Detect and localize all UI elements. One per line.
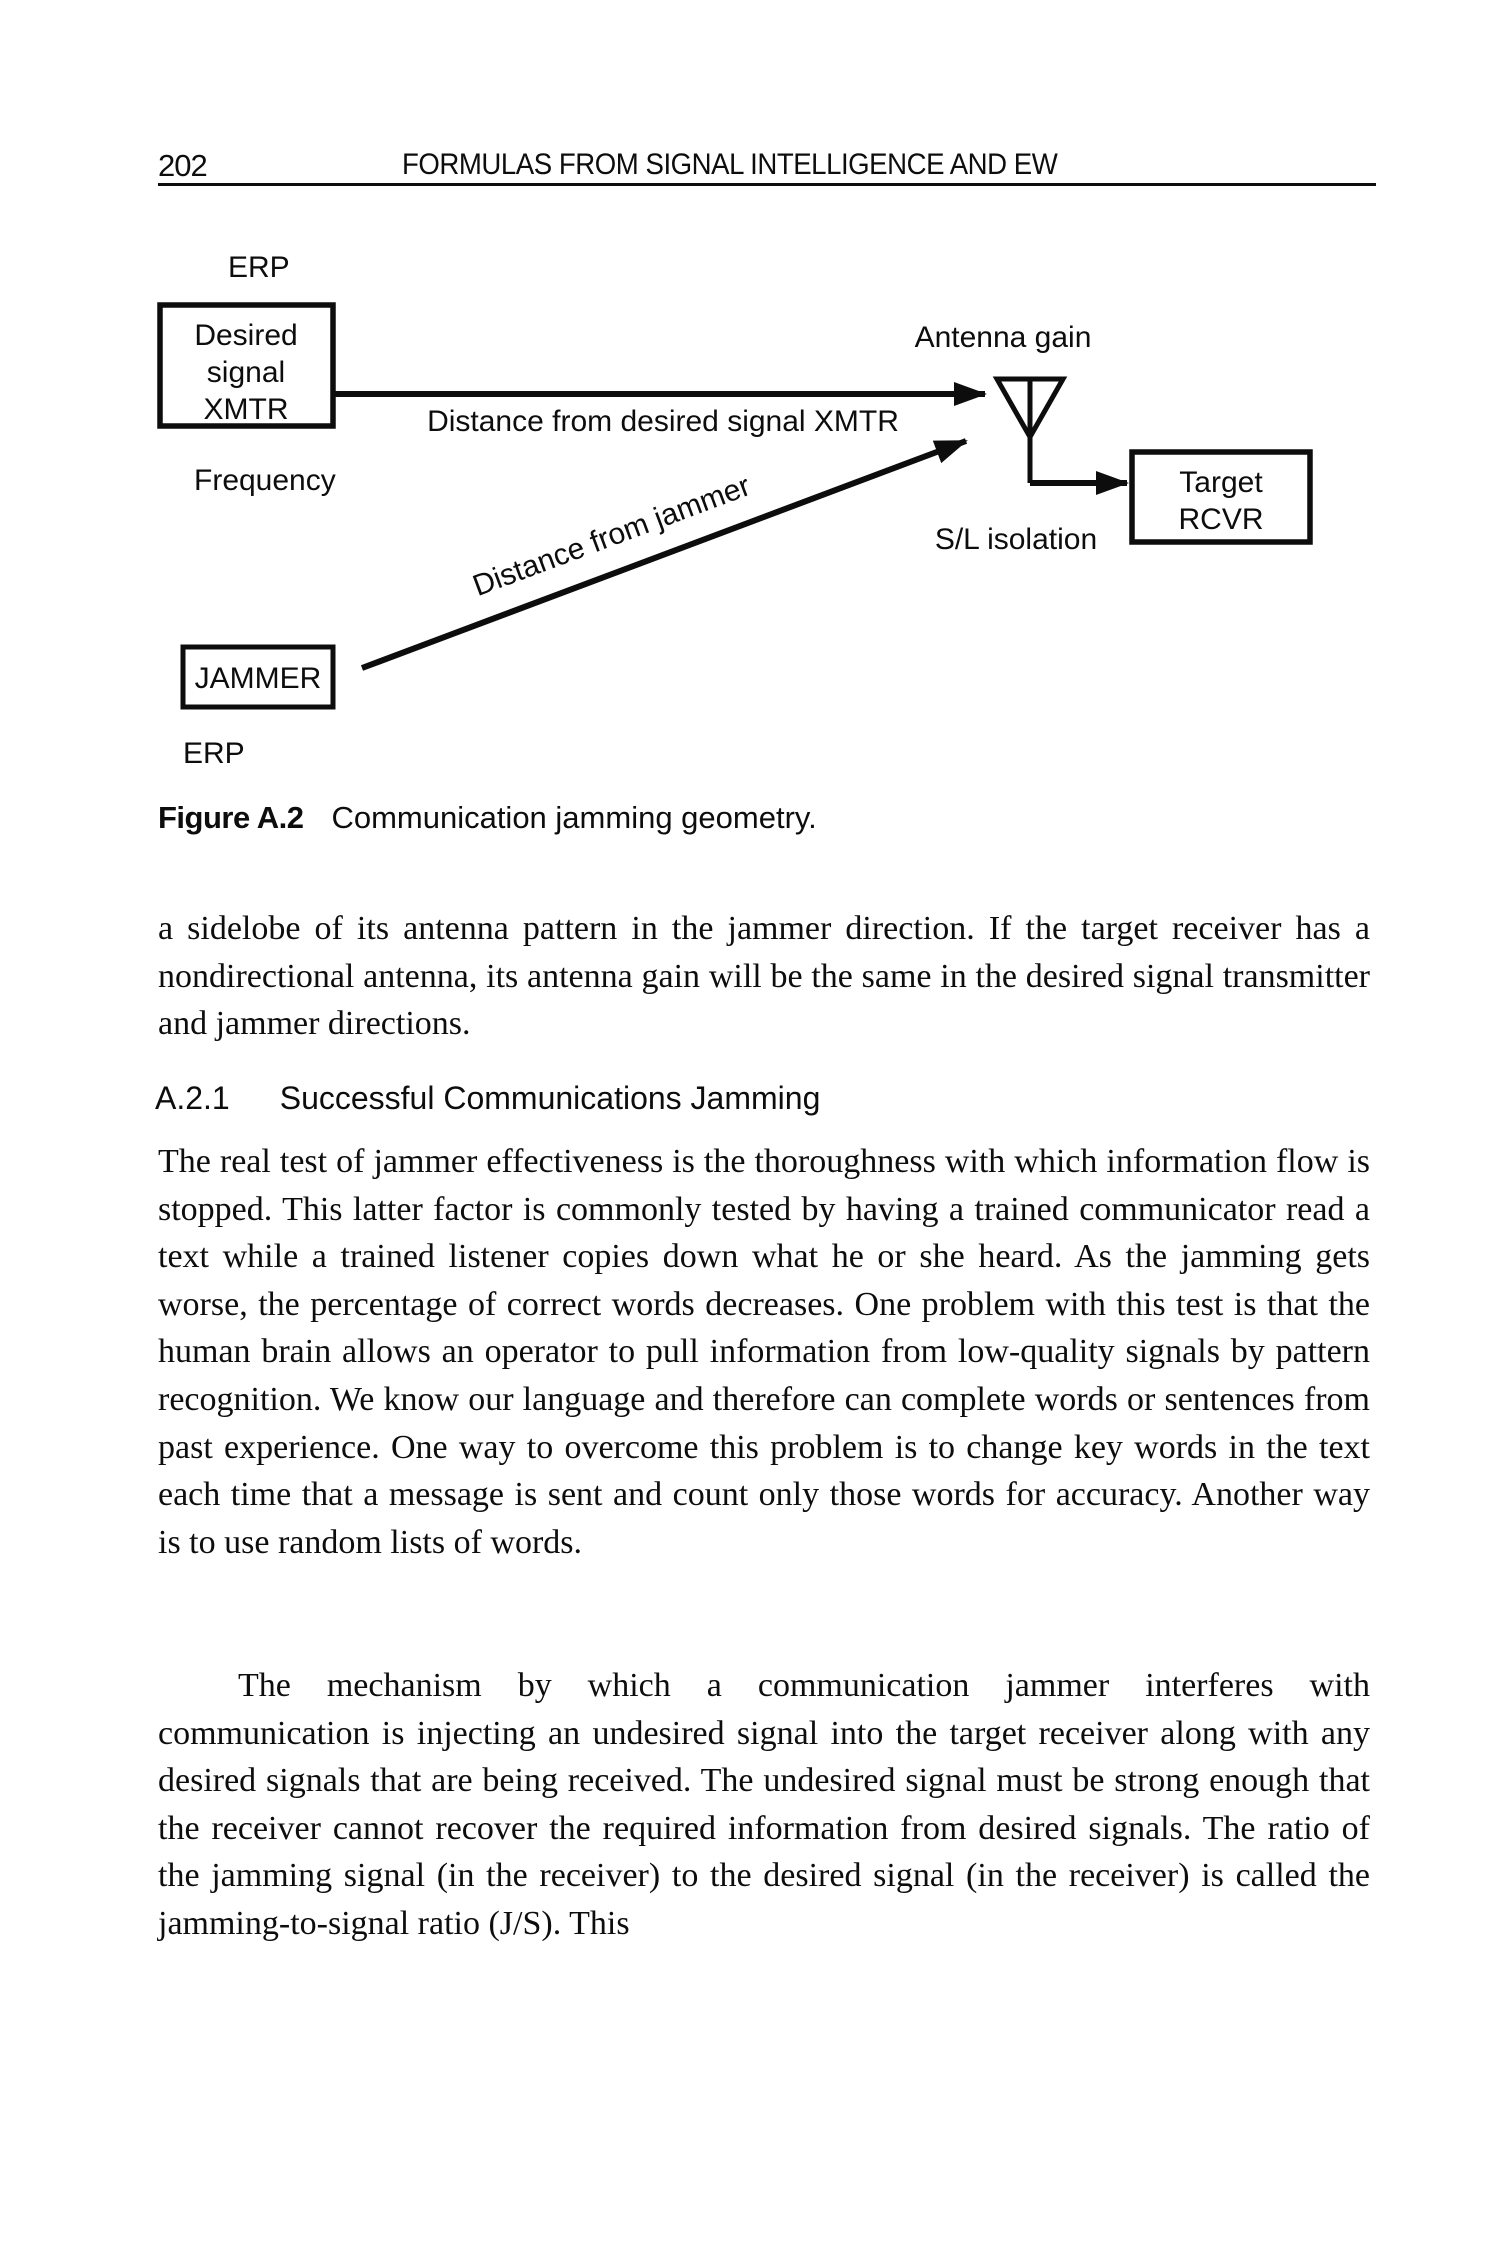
section-number: A.2.1 [155,1080,230,1116]
distance-jammer-label: Distance from jammer [468,469,755,603]
distance-desired-label: Distance from desired signal XMTR [427,405,899,438]
page-number: 202 [158,148,207,183]
erp-top-label: ERP [228,251,290,284]
running-head: FORMULAS FROM SIGNAL INTELLIGENCE AND EW [402,148,1058,181]
paragraph-3: The mechanism by which a communication jammer interferes with communication is injecting an undesired signal into the target receiver along with any desired signals that are being received. The undesired signal must be strong enough that the receiver cannot recover the required information from desired signals. The ratio of the jamming signal (in the receiver) to the desired signal (in the receiver) is called the jamming-to-signal ratio (J/S). This [158,1667,1370,1942]
header-rule [158,183,1376,186]
frequency-label: Frequency [194,464,336,497]
figure-caption-label: Figure A.2 [158,800,304,835]
paragraph-2: The real test of jammer effectiveness is the thoroughness with which information flow is stopped. This latter factor is commonly tested by having a trained communicator read a text while a trained listener copies down what he or she heard. As the jamming gets worse, the percentage of correct words decreases. One problem with this test is that the human brain allows an operator to pull information from low-quality signals by pattern recognition. We know our language and therefore can complete words or sentences from past experience. One way to overcome this problem is to change key words in the text each time that a message is sent and count only those words for accuracy. Another way is to use random lists of words. [158,1143,1370,1561]
sl-isolation-label: S/L isolation [934,523,1098,556]
figure-caption [158,800,817,836]
target-box-line1: Target [1179,466,1263,499]
desired-box-line1: Desired [194,319,298,352]
antenna-gain-label: Antenna gain [914,321,1092,354]
target-box-line2: RCVR [1178,503,1264,536]
figure-caption-text: Communication jamming geometry. [331,800,817,835]
desired-box-line2: signal [206,356,286,389]
jammer-arrow [362,441,966,668]
jamming-geometry-diagram [0,250,1500,810]
section-title: Successful Communications Jamming [279,1080,821,1116]
erp-bottom-label: ERP [183,737,245,770]
section-heading [155,1080,820,1117]
paragraph-1: a sidelobe of its antenna pattern in the jammer direction. If the target receiver has a nondirectional antenna, its antenna gain will be the same in the desired signal transmitter and jammer directions. [158,910,1370,1043]
desired-box-line3: XMTR [203,393,289,426]
jammer-box-label: JAMMER [194,662,322,695]
